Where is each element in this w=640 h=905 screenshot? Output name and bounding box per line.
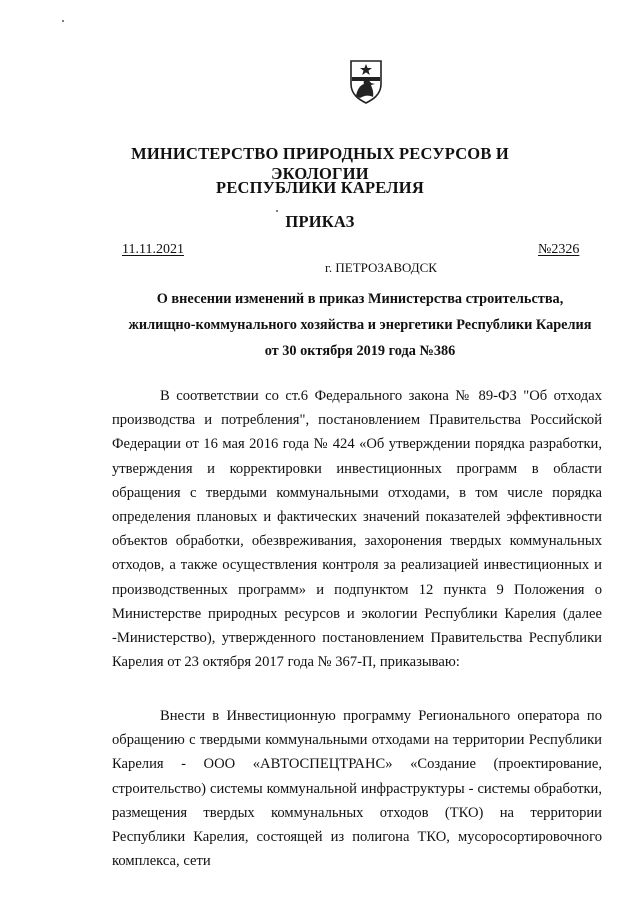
order-date: 11.11.2021 (122, 242, 184, 257)
scan-speck (276, 210, 278, 212)
preamble-paragraph: В соответствии со ст.6 Федерального закона № 89-ФЗ "Об отходах производства и потребления", постановлением Правительства Российской Федерации от 16 мая 2016 года № 424 «Об утверждении порядка разработки, утверждения и корректировки инвестиционных программ в области обращения с твердыми коммунальными отходами, в том числе порядка определения плановых и фактических значений показателей эффективности объектов обработки, обезвреживания, захоронения твердых коммунальных отходов, а также осуществления контроля за реализацией инвестиционных и производственных программ» и подпунктом 12 пункта 9 Положения о Министерстве природных ресурсов и экологии Республики Карелия (далее -Министерство), утвержденного постановлением Правительства Республики Карелия от 23 октября 2017 года № 367-П, приказываю: (112, 388, 602, 671)
order-number: №2326 (538, 242, 580, 257)
ministry-name-line-1: МИНИСТЕРСТВО ПРИРОДНЫХ РЕСУРСОВ И ЭКОЛОГИИ (131, 144, 509, 183)
ministry-name-line-2: РЕСПУБЛИКИ КАРЕЛИЯ (216, 178, 424, 197)
document-type: ПРИКАЗ (285, 212, 355, 231)
order-city: г. ПЕТРОЗАВОДСК (325, 260, 437, 275)
order-title-line-1: О внесении изменений в приказ Министерства строительства, (156, 291, 564, 307)
order-title-line-3: от 30 октября 2019 года №386 (264, 343, 456, 359)
scan-speck (62, 20, 64, 22)
order-title (110, 286, 610, 364)
order-clause-paragraph: Внести в Инвестиционную программу Регионального оператора по обращению с твердыми коммунальными отходами на территории Республики Карелия - ООО «АВТОСПЕЦТРАНС» «Создание (проектирование, строительство) системы коммунальной инфраструктуры - системы обработки, размещения твердых коммунальных отходов (ТКО) на территории Республики Карелия, состоящей из полигона ТКО, мусоросортировочного комплекса, сети (112, 708, 602, 870)
order-title-line-2: жилищно-коммунального хозяйства и энергетики Республики Карелия (128, 317, 592, 333)
karelia-coat-of-arms-icon (348, 58, 384, 104)
